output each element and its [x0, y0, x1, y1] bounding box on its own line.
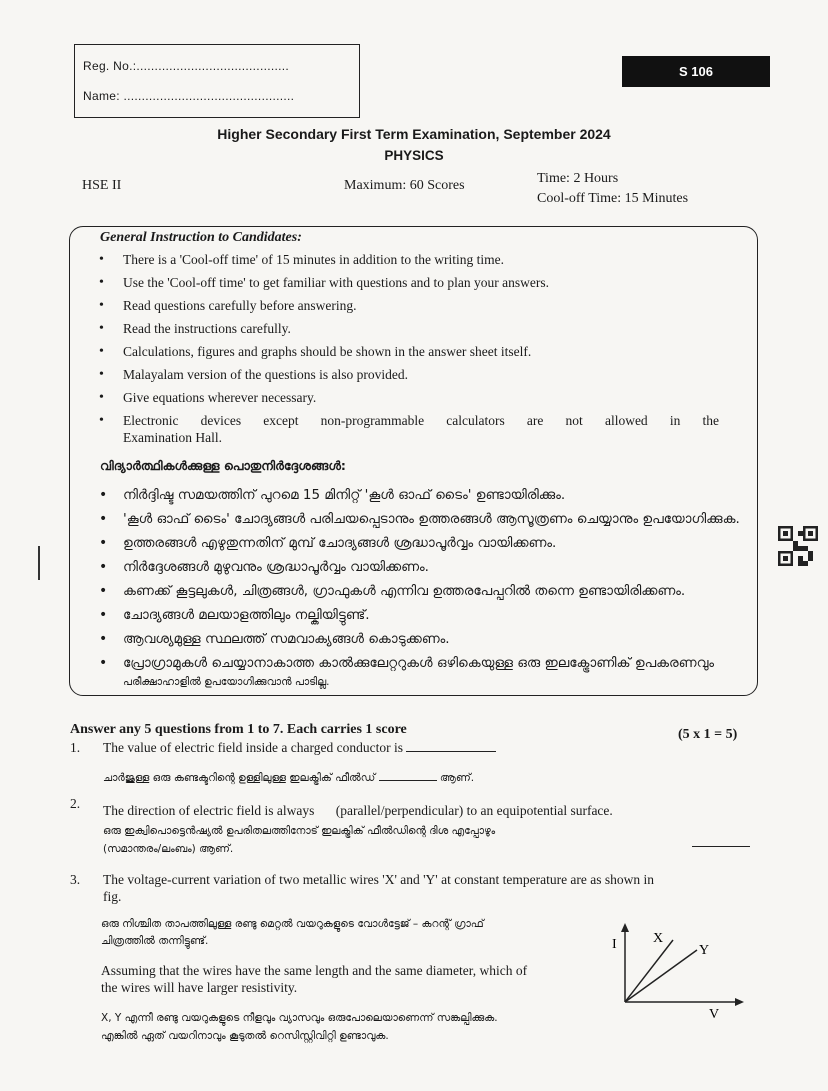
- ml-instruction-item: • ആവശ്യമുള്ള സ്ഥലത്ത് സമവാക്യങ്ങൾ കൊടുക്കണം.: [123, 632, 450, 646]
- class-label: HSE II: [82, 178, 122, 193]
- question-text: [103, 740, 496, 756]
- x-axis-arrow: [735, 998, 744, 1006]
- max-score: Maximum: 60 Scores: [344, 178, 465, 193]
- graph-line-y: [625, 950, 697, 1002]
- ml-instruction-item: • കണക്ക് കൂട്ടലുകൾ, ചിത്രങ്ങൾ, ഗ്രാഫുകൾ എന്നിവ ഉത്തരപേപ്പറിൽ തന്നെ ഉണ്ടായിരിക്കണം.: [123, 584, 685, 598]
- scan-mark: [38, 546, 40, 580]
- registration-box: [74, 44, 360, 118]
- question-1-ml-text: ചാർജുള്ള ഒരു കണ്ടക്ടറിന്റെ ഉള്ളിലുള്ള ഇലക്ട്രിക് ഫീൽഡ്: [103, 772, 376, 784]
- question-2-text-b: (parallel/perpendicular) to an equipotential surface.: [335, 803, 613, 818]
- ml-instruction-continuation: പരീക്ഷാഹാളിൽ ഉപയോഗിക്കുവാൻ പാടില്ല.: [123, 676, 330, 688]
- qr-code-icon: [778, 526, 818, 566]
- reg-no-field: Reg. No.:..........................................: [83, 59, 290, 73]
- question-2-text-a: The direction of electric field is always: [103, 803, 315, 818]
- ml-instruction-item: • നിർദ്ദിഷ്ട സമയത്തിന് പുറമെ 15 മിനിറ്റ് 'കൂൾ ഓഫ് ടൈം' ഉണ്ടായിരിക്കും.: [123, 488, 565, 502]
- vi-graph: [605, 920, 755, 1020]
- question-1-text: The value of electric field inside a charged conductor is: [103, 740, 403, 755]
- question-ml-text: X, Y എന്നീ രണ്ടു വയറുകളുടെ നീളവും വ്യാസവും ഒരുപോലെയാണെന്ന് സങ്കല്പിക്കുക.: [101, 1012, 498, 1024]
- question-ml-text: [103, 772, 474, 785]
- graph-y-label: I: [612, 937, 617, 952]
- paper-code-badge: S 106: [622, 56, 770, 87]
- question-text: fig.: [103, 889, 122, 904]
- instruction-item: • Calculations, figures and graphs should be shown in the answer sheet itself.: [123, 345, 531, 359]
- instruction-item: • There is a 'Cool-off time' of 15 minutes in addition to the writing time.: [123, 253, 504, 267]
- ml-instruction-item: • നിർദ്ദേശങ്ങൾ മുഴുവനും ശ്രദ്ധാപൂർവ്വം വായിക്കണം.: [123, 560, 429, 574]
- graph-line-x-label: X: [653, 931, 664, 946]
- answer-blank: [406, 751, 496, 752]
- question-number: 2.: [70, 796, 81, 811]
- instruction-item: • Use the 'Cool-off time' to get familiar with questions and to plan your answers.: [123, 276, 549, 290]
- graph-x-label: V: [709, 1007, 720, 1020]
- question-ml-text: ചിത്രത്തിൽ തന്നിട്ടുണ്ട്.: [101, 935, 209, 947]
- name-field: Name: ...............................................: [83, 89, 295, 103]
- question-ml-text: ഒരു ഇക്വിപൊട്ടെൻഷ്യൽ ഉപരിതലത്തിനോട് ഇലക്ട്രിക് ഫീൽഡിന്റെ ദിശ എപ്പോഴും: [103, 825, 496, 837]
- instruction-item: • Malayalam version of the questions is also provided.: [123, 368, 408, 382]
- answer-blank: [692, 838, 750, 847]
- ml-instruction-item: • പ്രോഗ്രാമുകൾ ചെയ്യാനാകാത്ത കാൽക്കുലേറ്ററുകൾ ഒഴികെയുള്ള ഒരു ഇലക്ട്രോണിക് ഉപകരണവും: [123, 656, 714, 670]
- question-text: the wires will have larger resistivity.: [101, 980, 298, 995]
- question-number: 3.: [70, 872, 81, 887]
- question-text: [103, 803, 743, 819]
- question-number: 1.: [70, 740, 81, 755]
- question-text: Assuming that the wires have the same length and the same diameter, which of: [101, 963, 528, 978]
- ml-instruction-item: • 'കൂൾ ഓഫ് ടൈം' ചോദ്യങ്ങൾ പരിചയപ്പെടാനും ഉത്തരങ്ങൾ ആസൂത്രണം ചെയ്യാനും ഉപയോഗിക്കുക.: [123, 512, 740, 526]
- graph-line-y-label: Y: [699, 943, 710, 958]
- question-ml-text: ഒരു നിശ്ചിത താപത്തിലുള്ള രണ്ടു മെറ്റൽ വയറുകളുടെ വോൾട്ടേജ് – കറന്റ് ഗ്രാഫ്: [101, 918, 484, 930]
- instruction-item: • Electronic devices except non-programmable calculators are not allowed in the: [123, 414, 719, 428]
- time-label: Time: 2 Hours: [537, 171, 619, 186]
- subject-title: PHYSICS: [384, 148, 444, 163]
- question-ml-text: (സമാന്തരം/ലംബം) ആണ്.: [103, 843, 234, 855]
- ml-instruction-item: • ചോദ്യങ്ങൾ മലയാളത്തിലും നല്കിയിട്ടുണ്ട്.: [123, 608, 370, 622]
- exam-title: Higher Secondary First Term Examination, September 2024: [217, 126, 611, 142]
- instruction-item: • Read questions carefully before answering.: [123, 299, 357, 313]
- instructions-title: General Instruction to Candidates:: [100, 230, 302, 245]
- instruction-continuation: Examination Hall.: [123, 430, 222, 445]
- answer-blank: [379, 780, 437, 781]
- instruction-item: • Read the instructions carefully.: [123, 322, 291, 336]
- ml-instruction-item: • ഉത്തരങ്ങൾ എഴുതുന്നതിന് മുമ്പ് ചോദ്യങ്ങൾ ശ്രദ്ധാപൂർവ്വം വായിക്കണം.: [123, 536, 556, 550]
- malayalam-instructions-title: വിദ്യാർത്ഥികൾക്കുള്ള പൊതുനിർദ്ദേശങ്ങൾ:: [100, 458, 346, 473]
- graph-line-x: [625, 940, 673, 1002]
- question-text: The voltage-current variation of two metallic wires 'X' and 'Y' at constant temperature are as shown in: [103, 872, 655, 887]
- y-axis-arrow: [621, 923, 629, 932]
- section-title: Answer any 5 questions from 1 to 7. Each carries 1 score: [70, 722, 407, 737]
- instruction-item: • Give equations wherever necessary.: [123, 391, 316, 405]
- section-score: (5 x 1 = 5): [678, 727, 738, 742]
- question-ml-text: എങ്കിൽ ഏത് വയറിനാവും കൂടുതൽ റെസിസ്റ്റിവിറ്റി ഉണ്ടാവുക.: [101, 1030, 389, 1042]
- question-1-ml-suffix: ആണ്.: [439, 772, 475, 784]
- cool-off-label: Cool-off Time: 15 Minutes: [537, 191, 689, 206]
